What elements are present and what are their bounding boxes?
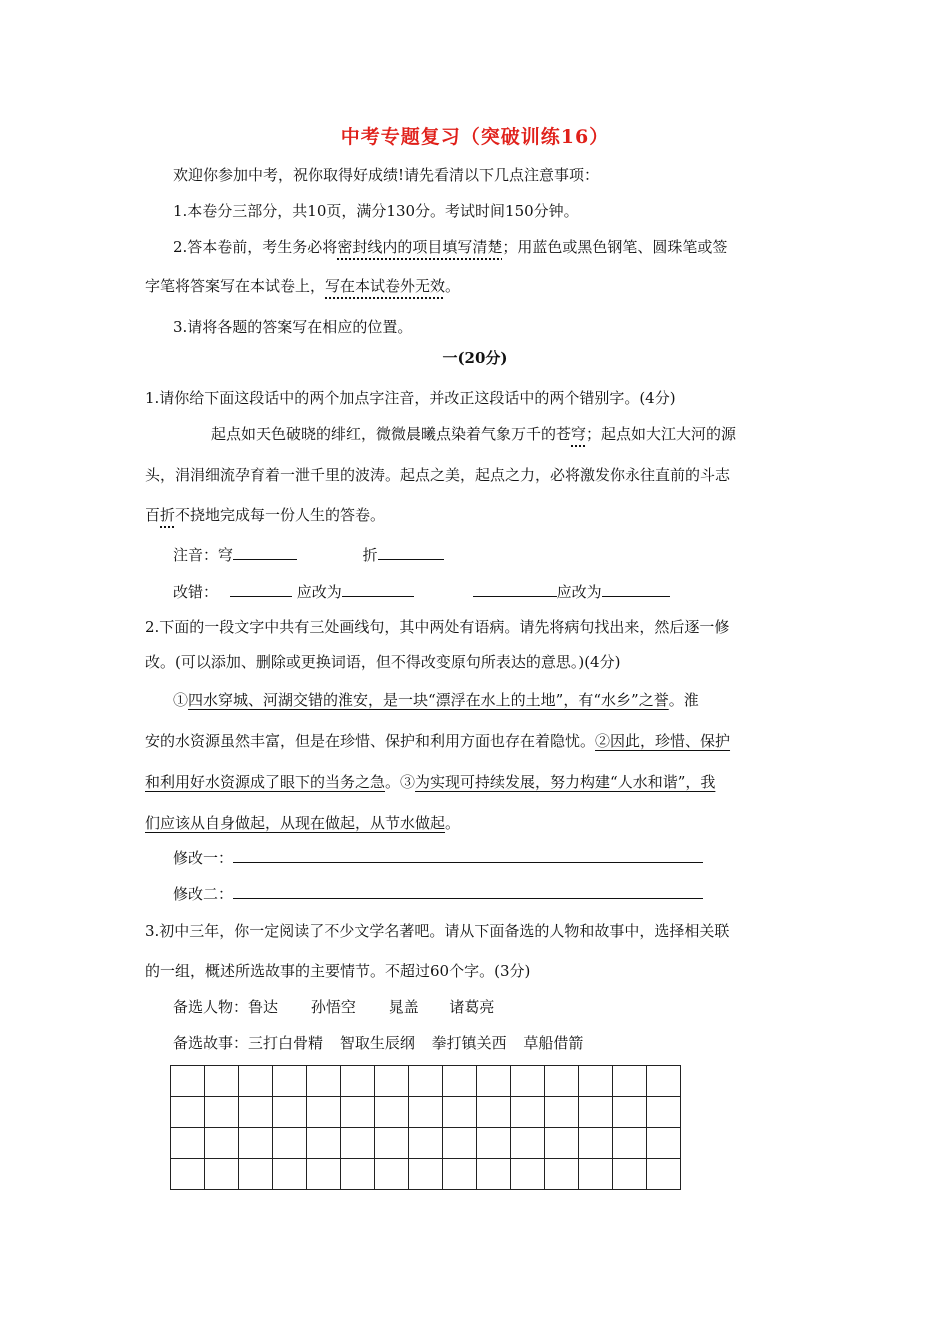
dotted-char: 穹 xyxy=(571,425,587,443)
q3-stem-line-2: 的一组，概述所选故事的主要情节。不超过60个字。(3分) xyxy=(145,962,531,980)
grid-cell[interactable] xyxy=(375,1128,409,1159)
dotted-char: 折 xyxy=(160,506,176,524)
q2-fix-2-row: 修改二： xyxy=(173,884,703,904)
grid-cell[interactable] xyxy=(647,1066,681,1097)
q1-passage-line-1: 起点如天色破晓的绯红，微微晨曦点染着气象万千的苍穹；起点如大江大河的源 xyxy=(211,425,737,443)
grid-cell[interactable] xyxy=(171,1159,205,1190)
grid-cell[interactable] xyxy=(579,1097,613,1128)
emphasis-dots: 写在本试卷外无效 xyxy=(325,277,446,295)
grid-cell[interactable] xyxy=(171,1066,205,1097)
q2-stem-line-2: 改。(可以添加、删除或更换词语，但不得改变原句所表达的意思。)(4分) xyxy=(145,653,621,671)
q2-passage-line-3: 和利用好水资源成了眼下的当务之急。③为实现可持续发展，努力构建“人水和谐”，我 xyxy=(145,773,716,791)
grid-cell[interactable] xyxy=(239,1066,273,1097)
grid-cell[interactable] xyxy=(341,1066,375,1097)
grid-cell[interactable] xyxy=(307,1159,341,1190)
q3-people-row: 备选人物：鲁达 孙悟空 晁盖 诸葛亮 xyxy=(173,998,495,1016)
grid-cell[interactable] xyxy=(545,1066,579,1097)
section-heading: 一(20分) xyxy=(442,349,508,367)
grid-cell[interactable] xyxy=(239,1128,273,1159)
grid-cell[interactable] xyxy=(511,1128,545,1159)
grid-cell[interactable] xyxy=(443,1159,477,1190)
grid-cell[interactable] xyxy=(171,1097,205,1128)
grid-cell[interactable] xyxy=(477,1097,511,1128)
answer-blank[interactable] xyxy=(342,582,414,597)
grid-cell[interactable] xyxy=(613,1066,647,1097)
grid-row xyxy=(171,1128,681,1159)
grid-cell[interactable] xyxy=(239,1159,273,1190)
intro-welcome: 欢迎你参加中考，祝你取得好成绩!请先看清以下几点注意事项： xyxy=(173,166,600,184)
answer-blank[interactable] xyxy=(230,582,292,597)
underlined-sentence: ②因此，珍惜、保护 xyxy=(595,732,731,750)
grid-cell[interactable] xyxy=(647,1128,681,1159)
grid-cell[interactable] xyxy=(171,1128,205,1159)
q1-zhuyin-row: 注音：穹 折 xyxy=(173,545,444,565)
grid-cell[interactable] xyxy=(375,1066,409,1097)
q1-passage-line-3: 百折不挠地完成每一份人生的答卷。 xyxy=(145,506,386,524)
grid-cell[interactable] xyxy=(307,1128,341,1159)
grid-cell[interactable] xyxy=(205,1159,239,1190)
grid-cell[interactable] xyxy=(477,1128,511,1159)
grid-cell[interactable] xyxy=(409,1097,443,1128)
grid-cell[interactable] xyxy=(273,1097,307,1128)
grid-cell[interactable] xyxy=(443,1066,477,1097)
grid-cell[interactable] xyxy=(205,1097,239,1128)
page-title: 中考专题复习（突破训练16） xyxy=(340,126,610,148)
answer-line[interactable] xyxy=(233,848,703,863)
grid-row xyxy=(171,1159,681,1190)
answer-blank[interactable] xyxy=(378,545,444,560)
q2-fix-1-row: 修改一： xyxy=(173,848,703,868)
grid-cell[interactable] xyxy=(375,1159,409,1190)
answer-blank[interactable] xyxy=(602,582,670,597)
grid-cell[interactable] xyxy=(205,1066,239,1097)
grid-cell[interactable] xyxy=(409,1066,443,1097)
answer-blank[interactable] xyxy=(233,545,297,560)
intro-note-1: 1.本卷分三部分，共10页，满分130分。考试时间150分钟。 xyxy=(173,202,579,220)
grid-cell[interactable] xyxy=(545,1159,579,1190)
grid-cell[interactable] xyxy=(613,1128,647,1159)
grid-cell[interactable] xyxy=(579,1159,613,1190)
q2-passage-line-1: ①四水穿城、河湖交错的淮安，是一块“漂浮在水上的土地”，有“水乡”之誉。淮 xyxy=(173,691,699,709)
grid-row xyxy=(171,1066,681,1097)
grid-cell[interactable] xyxy=(239,1097,273,1128)
q2-passage-line-4: 们应该从自身做起，从现在做起，从节水做起。 xyxy=(145,814,461,832)
grid-cell[interactable] xyxy=(307,1097,341,1128)
intro-note-3: 3.请将各题的答案写在相应的位置。 xyxy=(173,318,413,336)
grid-cell[interactable] xyxy=(477,1066,511,1097)
grid-cell[interactable] xyxy=(511,1097,545,1128)
grid-cell[interactable] xyxy=(647,1159,681,1190)
intro-note-2-line-2: 字笔将答案写在本试卷上，写在本试卷外无效。 xyxy=(145,277,461,295)
grid-cell[interactable] xyxy=(409,1159,443,1190)
intro-note-2-line-1: 2.答本卷前，考生务必将密封线内的项目填写清楚；用蓝色或黑色钢笔、圆珠笔或签 xyxy=(173,238,728,256)
q2-passage-line-2: 安的水资源虽然丰富，但是在珍惜、保护和利用方面也存在着隐忧。②因此，珍惜、保护 xyxy=(145,732,731,750)
grid-cell[interactable] xyxy=(341,1128,375,1159)
grid-cell[interactable] xyxy=(273,1159,307,1190)
q1-stem: 1.请你给下面这段话中的两个加点字注音，并改正这段话中的两个错别字。(4分) xyxy=(145,389,676,407)
q1-gaicuo-row: 改错： 应改为 应改为 xyxy=(173,582,670,602)
answer-grid[interactable] xyxy=(170,1065,681,1190)
q1-passage-line-2: 头，涓涓细流孕育着一泄千里的波涛。起点之美，起点之力，必将激发你永往直前的斗志 xyxy=(145,466,731,484)
answer-line[interactable] xyxy=(233,884,703,899)
grid-row xyxy=(171,1097,681,1128)
grid-cell[interactable] xyxy=(613,1159,647,1190)
grid-cell[interactable] xyxy=(443,1097,477,1128)
grid-cell[interactable] xyxy=(613,1097,647,1128)
grid-cell[interactable] xyxy=(511,1159,545,1190)
q3-stories-row: 备选故事：三打白骨精 智取生辰纲 拳打镇关西 草船借箭 xyxy=(173,1034,584,1052)
grid-cell[interactable] xyxy=(375,1097,409,1128)
q2-stem-line-1: 2.下面的一段文字中共有三处画线句，其中两处有语病。请先将病句找出来，然后逐一修 xyxy=(145,618,730,636)
grid-cell[interactable] xyxy=(307,1066,341,1097)
underlined-sentence: 四水穿城、河湖交错的淮安，是一块“漂浮在水上的土地”，有“水乡”之誉 xyxy=(188,691,669,709)
underlined-sentence: 们应该从自身做起，从现在做起，从节水做起 xyxy=(145,814,446,832)
grid-cell[interactable] xyxy=(647,1097,681,1128)
grid-cell[interactable] xyxy=(273,1128,307,1159)
grid-cell[interactable] xyxy=(205,1128,239,1159)
grid-cell[interactable] xyxy=(545,1128,579,1159)
grid-cell[interactable] xyxy=(409,1128,443,1159)
emphasis-dots: 密封线内的项目填写清楚 xyxy=(337,238,503,256)
grid-cell[interactable] xyxy=(477,1159,511,1190)
grid-cell[interactable] xyxy=(545,1097,579,1128)
grid-cell[interactable] xyxy=(511,1066,545,1097)
grid-cell[interactable] xyxy=(443,1128,477,1159)
q3-stem-line-1: 3.初中三年，你一定阅读了不少文学名著吧。请从下面备选的人物和故事中，选择相关联 xyxy=(145,922,730,940)
grid-cell[interactable] xyxy=(579,1066,613,1097)
grid-cell[interactable] xyxy=(579,1128,613,1159)
grid-cell[interactable] xyxy=(341,1159,375,1190)
grid-cell[interactable] xyxy=(273,1066,307,1097)
underlined-sentence: 和利用好水资源成了眼下的当务之急 xyxy=(145,773,386,791)
answer-blank[interactable] xyxy=(473,582,557,597)
underlined-sentence: 为实现可持续发展，努力构建“人水和谐”，我 xyxy=(415,773,716,791)
grid-cell[interactable] xyxy=(341,1097,375,1128)
